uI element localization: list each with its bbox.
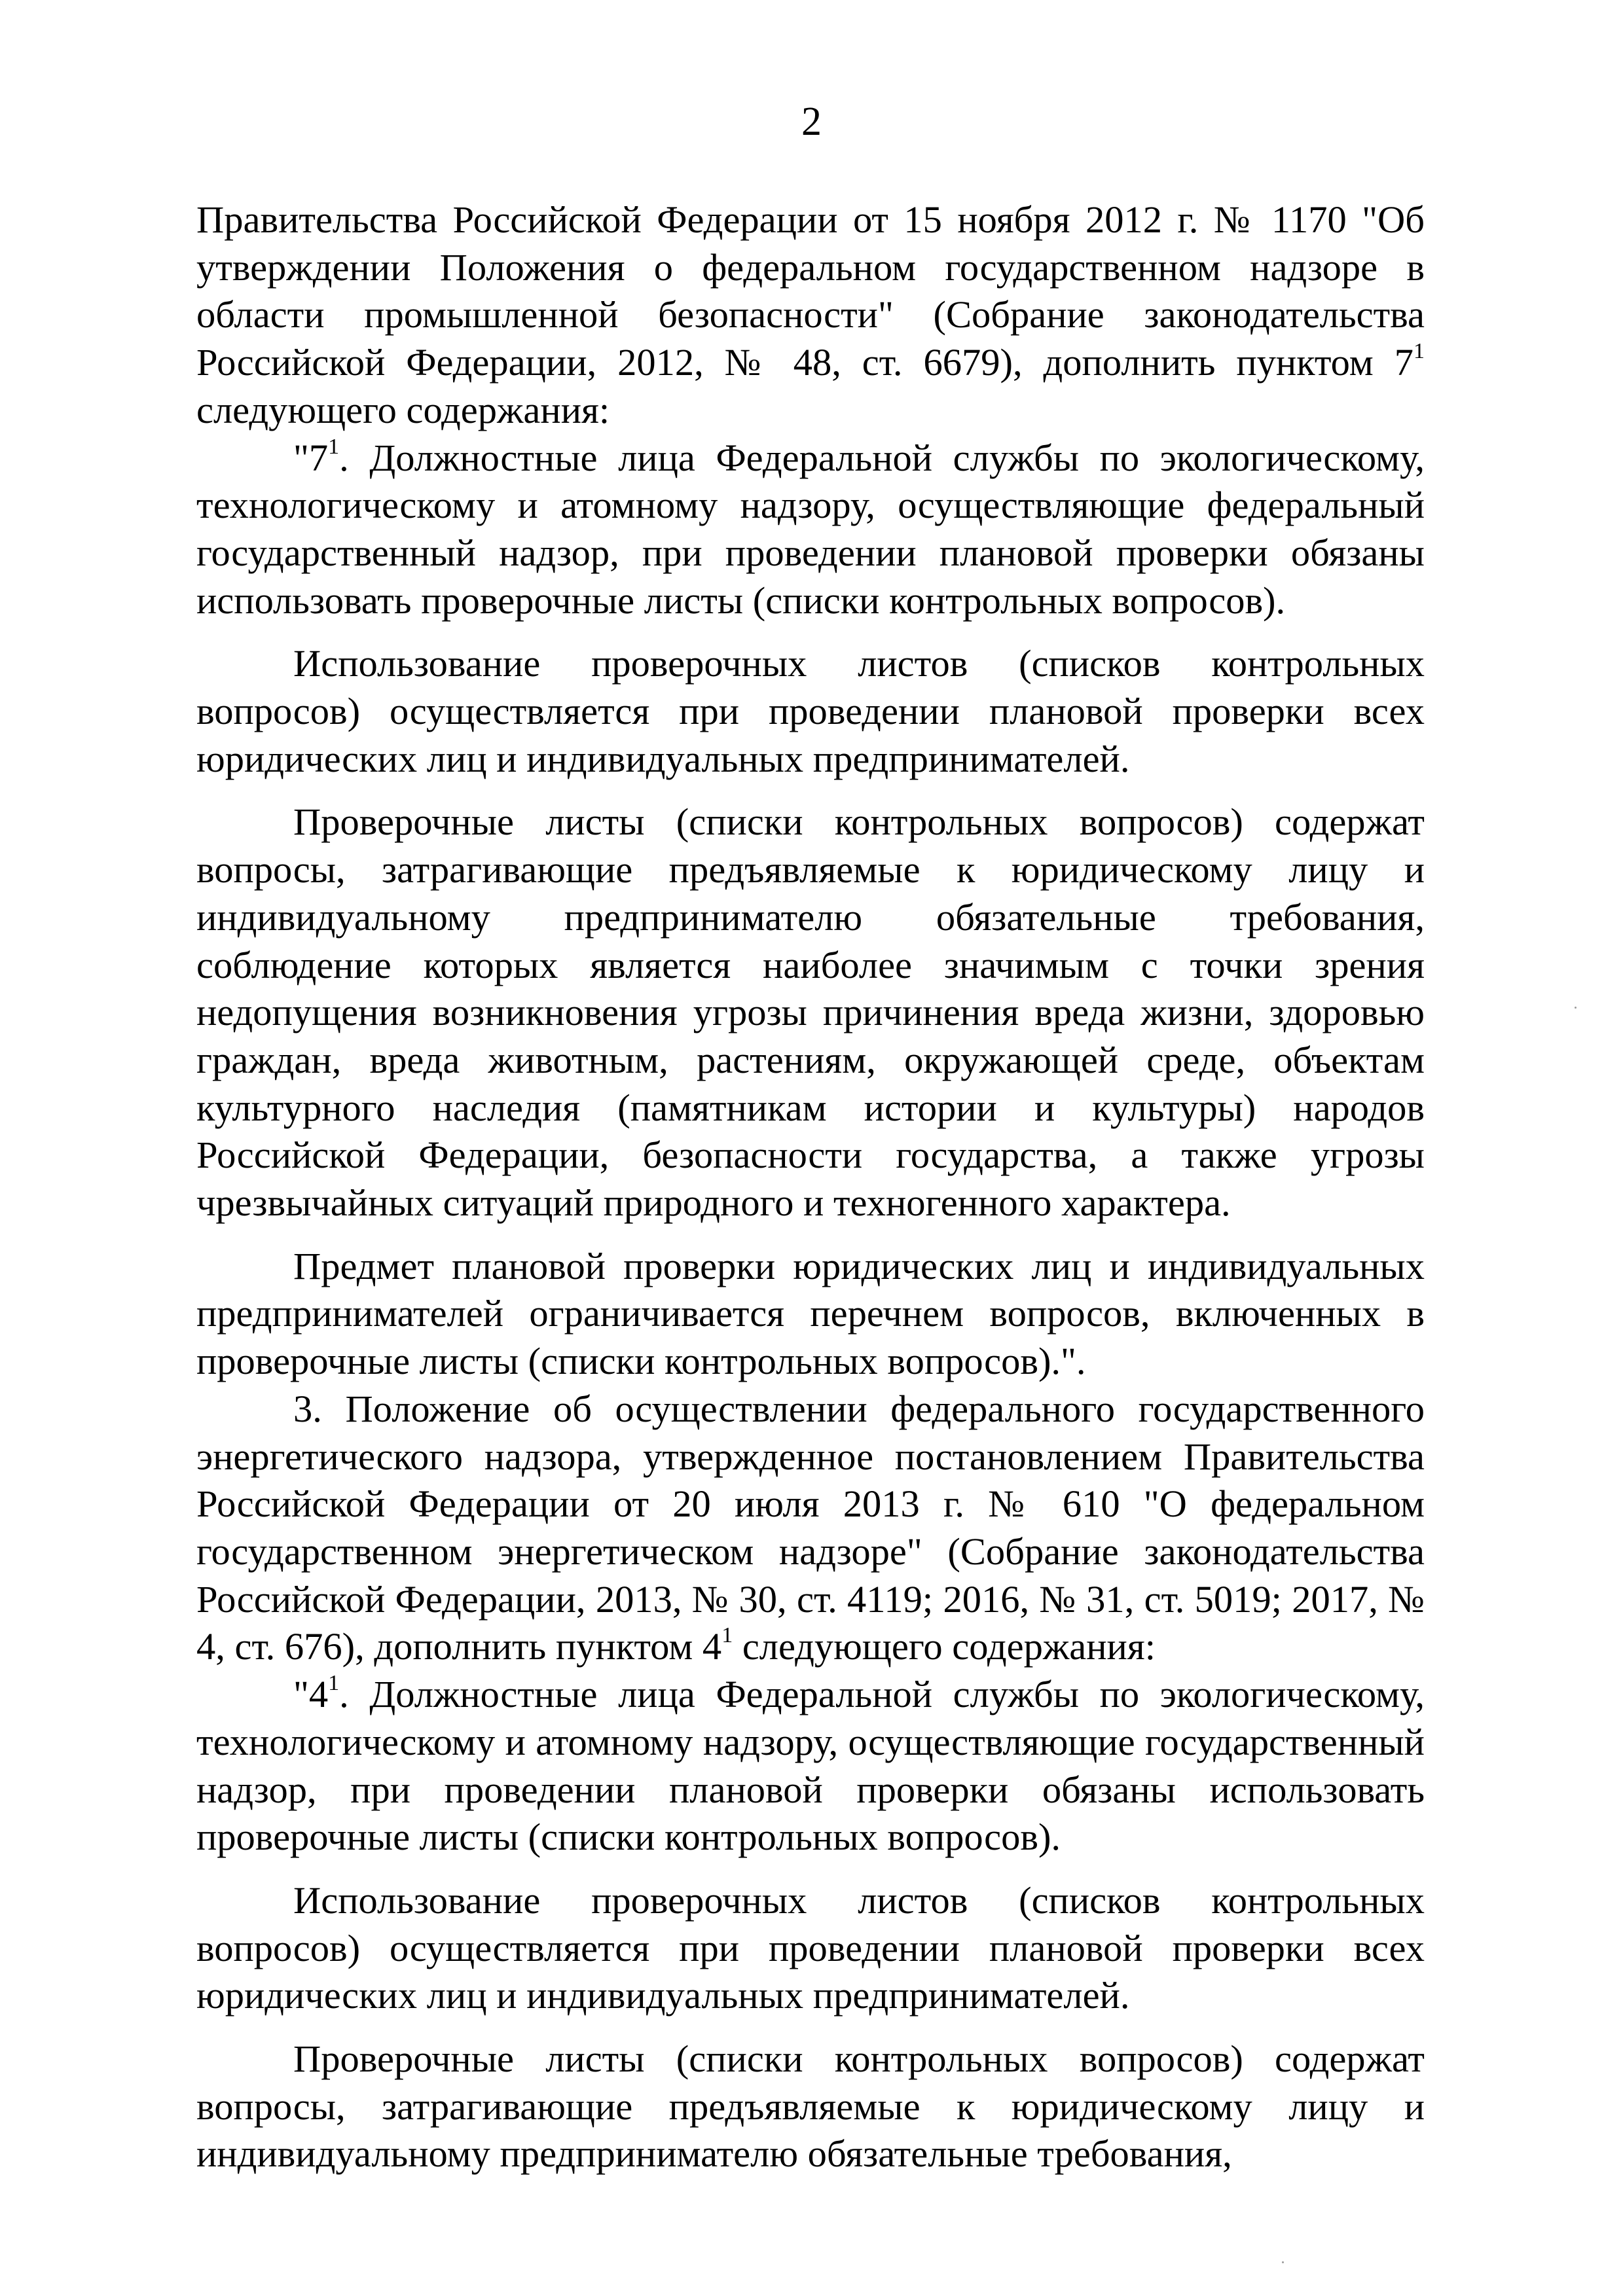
paragraph-text: 3. Положение об осуществлении федерального государственного энергетического надзора, утвержденное постановлением Правительства Российской Федерации от 20 июля 2013 г. № 610 "О федеральном государственном энергетическом надзоре" (Собрание законодательства Российской Федерации, 2013, № 30, ст. 4119; 2016, № 31, ст. 5019; 2017, № 4, ст. 676), дополнить пунктом 4	[196, 1387, 1425, 1668]
paragraph-clause-7-1	[196, 435, 1425, 625]
document-body	[196, 196, 1425, 2178]
paragraph-text: следующего содержания:	[196, 388, 610, 431]
superscript: 1	[1413, 339, 1425, 364]
paragraph-text: Правительства Российской Федерации от 15 ноября 2012 г. № 1170 "Об утверждении Положения о федеральном государственном надзоре в области промышленной безопасности" (Собрание законодательства Российской Федерации, 2012, № 48, ст. 6679), дополнить пунктом 7	[196, 198, 1425, 384]
paragraph-continuation	[196, 196, 1425, 435]
paragraph-text: следующего содержания:	[733, 1625, 1156, 1668]
paragraph-inspection-subject: Предмет плановой проверки юридических лиц и индивидуальных предпринимателей ограничивается перечнем вопросов, включенных в проверочные листы (списки контрольных вопросов).".	[196, 1244, 1425, 1383]
superscript: 1	[721, 1623, 733, 1648]
scan-speck	[1282, 2261, 1284, 2263]
paragraph-text: . Должностные лица Федеральной службы по экологическому, технологическому и атомному надзору, осуществляющие государственный надзор, при проведении плановой проверки обязаны использовать проверочные листы (списки контрольных вопросов).	[196, 1673, 1425, 1859]
paragraph-checklist-content: Проверочные листы (списки контрольных вопросов) содержат вопросы, затрагивающие предъявляемые к юридическому лицу и индивидуальному предпринимателю обязательные требования, соблюдение которых является наиболее значимым с точки зрения недопущения возникновения угрозы причинения вреда жизни, здоровью граждан, вреда животным, растениям, окружающей среде, объектам культурного наследия (памятникам истории и культуры) народов Российской Федерации, безопасности государства, а также угрозы чрезвычайных ситуаций природного и техногенного характера.	[196, 800, 1425, 1225]
superscript: 1	[328, 434, 340, 459]
paragraph-item-3	[196, 1386, 1425, 1671]
paragraph-text: . Должностные лица Федеральной службы по экологическому, технологическому и атомному надзору, осуществляющие федеральный государственный надзор, при проведении плановой проверки обязаны использовать проверочные листы (списки контрольных вопросов).	[196, 436, 1425, 622]
paragraph-checklist-content-2: Проверочные листы (списки контрольных вопросов) содержат вопросы, затрагивающие предъявляемые к юридическому лицу и индивидуальному предпринимателю обязательные требования,	[196, 2037, 1425, 2176]
paragraph-text: "4	[293, 1673, 329, 1716]
paragraph-text: "7	[293, 436, 329, 479]
superscript: 1	[328, 1671, 340, 1696]
paragraph-checklist-usage: Использование проверочных листов (списков контрольных вопросов) осуществляется при проведении плановой проверки всех юридических лиц и индивидуальных предпринимателей.	[196, 642, 1425, 780]
scan-speck	[1575, 1007, 1577, 1009]
page-number: 2	[801, 99, 822, 144]
paragraph-clause-4-1	[196, 1671, 1425, 1861]
paragraph-checklist-usage-2: Использование проверочных листов (списков контрольных вопросов) осуществляется при проведении плановой проверки всех юридических лиц и индивидуальных предпринимателей.	[196, 1878, 1425, 2017]
